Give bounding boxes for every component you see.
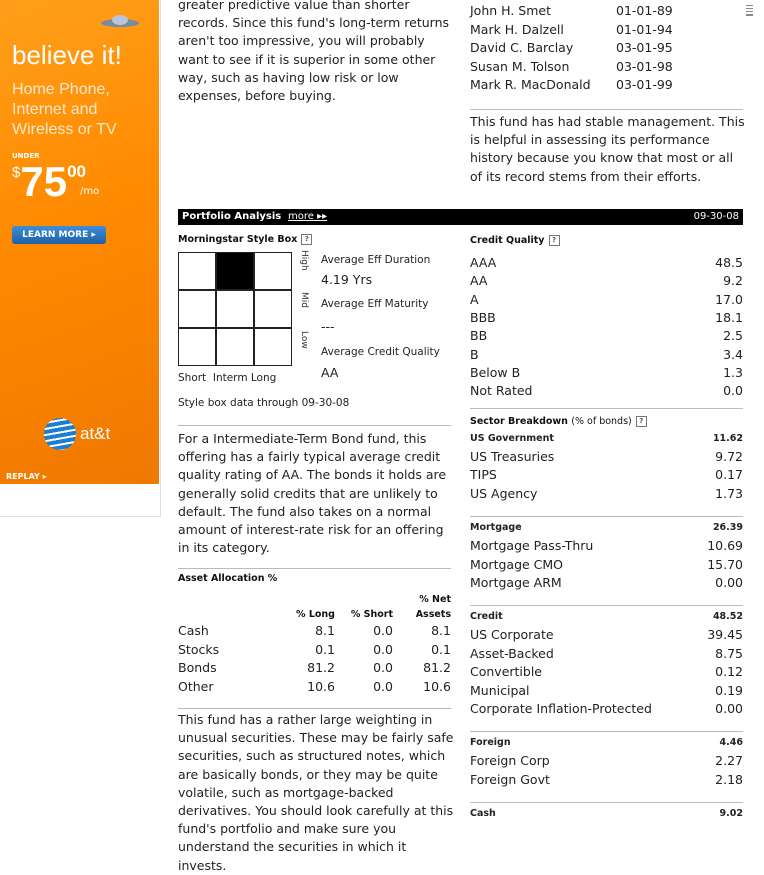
style-box-cell [254, 290, 292, 328]
more-link-label: more [288, 211, 314, 222]
style-box-cell [178, 290, 216, 328]
sector-item-row [470, 467, 743, 485]
asset-short: 0.0 [373, 678, 393, 694]
sector-breakdown-table [470, 433, 743, 820]
sector-title-text: Sector Breakdown [470, 416, 568, 427]
asset-long: 10.6 [307, 678, 335, 694]
credit-rating: BB [470, 328, 488, 344]
credit-quality-row [470, 383, 743, 401]
ad-price-dollar: $ [12, 164, 21, 181]
style-box-cell [216, 290, 254, 328]
sector-item-row [470, 701, 743, 719]
divider [470, 605, 743, 606]
asset-allocation-row [178, 679, 451, 697]
credit-value: 48.5 [715, 255, 743, 270]
portfolio-analysis-title: Portfolio Analysis [182, 211, 282, 222]
scrollbar-thumb[interactable] [746, 5, 753, 16]
asset-name: Stocks [178, 641, 220, 657]
credit-quality-row [470, 292, 743, 310]
sector-breakdown-title [470, 416, 647, 427]
help-icon[interactable]: ? [549, 235, 560, 246]
ad-under-label: UNDER [12, 152, 40, 160]
replay-label: REPLAY [6, 472, 40, 481]
style-box-cell [216, 252, 254, 290]
divider [470, 109, 743, 110]
style-box-cell [254, 328, 292, 366]
credit-quality-title [470, 235, 560, 246]
asset-short: 0.0 [373, 623, 393, 638]
portfolio-more-link[interactable] [288, 211, 327, 222]
style-box-horizontal-labels: Short Interm Long [178, 372, 277, 384]
avg-eff-duration-value: 4.19 Yrs [321, 272, 373, 287]
credit-quality-row [470, 328, 743, 346]
asset-net: 10.6 [423, 678, 451, 694]
divider [178, 568, 451, 569]
asset-long: 81.2 [307, 660, 335, 675]
sector-item-row [470, 557, 743, 575]
sector-item-value: 1.73 [715, 485, 743, 501]
credit-rating: BBB [470, 309, 496, 325]
sector-item-name: US Corporate [470, 627, 554, 643]
credit-quality-row [470, 310, 743, 328]
allocation-commentary: This fund has a rather large weighting in unusual securities. These may be fairly safe securities, such as structured notes, which are basically bonds, or they may be quite volatile, such as mortgage-backed derivatives. You should look carefully at this fund's portfolio and make sure you understand the securities in which it invests. [178, 712, 454, 873]
sector-item-row [470, 772, 743, 790]
help-icon[interactable]: ? [636, 416, 647, 427]
credit-value: 17.0 [715, 291, 743, 307]
help-icon[interactable]: ? [301, 234, 312, 245]
manager-name: David C. Barclay [470, 40, 574, 56]
sector-item-value: 10.69 [707, 538, 743, 554]
replay-button[interactable]: REPLAY ▸ [6, 472, 47, 481]
sector-group-name: Cash [470, 808, 496, 820]
credit-rating: AAA [470, 255, 497, 270]
att-globe-icon [44, 418, 76, 450]
asset-short: 0.0 [373, 641, 393, 657]
style-box-high-label: High [299, 250, 309, 271]
style-box-commentary: For a Intermediate-Term Bond fund, this offering has a fairly typical average credit quality rating of AA. The bonds it holds are generally solid credits that are unlikely to default. The fund also takes on a normal amount of interest-rate risk for an offering in its category. [178, 431, 447, 556]
credit-value: 2.5 [723, 328, 743, 344]
asset-long: 8.1 [315, 623, 335, 638]
col-short: % Short [350, 609, 393, 620]
ufo-icon [100, 14, 140, 28]
style-box-low-label: Low [299, 331, 309, 349]
sector-item-name: Convertible [470, 664, 542, 680]
sector-item-value: 8.75 [715, 645, 743, 661]
sector-item-name: Foreign Govt [470, 771, 550, 787]
asset-name: Other [178, 678, 214, 694]
credit-quality-row [470, 273, 743, 291]
asset-name: Cash [178, 623, 209, 638]
manager-start-date: 01-01-94 [616, 21, 673, 37]
sector-item-row [470, 627, 743, 645]
credit-quality-row [470, 365, 743, 383]
asset-allocation-table [178, 623, 451, 699]
asset-short: 0.0 [373, 660, 393, 675]
credit-value: 0.0 [723, 383, 743, 399]
sector-item-value: 2.18 [715, 771, 743, 787]
divider [470, 731, 743, 732]
att-advertisement[interactable] [0, 0, 159, 484]
asset-net: 0.1 [431, 641, 451, 657]
manager-start-date: 01-01-89 [616, 3, 673, 18]
sector-group-row [470, 808, 743, 826]
sector-item-name: Mortgage ARM [470, 575, 562, 590]
sector-item-value: 9.72 [715, 449, 743, 464]
sector-group-value: 48.52 [712, 611, 743, 623]
sector-group-value: 9.02 [719, 808, 743, 820]
asset-allocation-row [178, 660, 451, 678]
asset-net: 8.1 [431, 623, 451, 638]
style-box-cell [178, 328, 216, 366]
sector-item-value: 39.45 [707, 627, 743, 643]
sector-item-name: Asset-Backed [470, 645, 554, 661]
ad-price [12, 158, 86, 206]
ad-per-month: /mo [80, 186, 100, 197]
divider [470, 516, 743, 517]
sector-group-name: Mortgage [470, 522, 522, 534]
sector-title-suffix: (% of bonds) [571, 416, 632, 427]
asset-net: 81.2 [423, 660, 451, 675]
sector-item-value: 0.00 [715, 701, 743, 716]
avg-credit-quality-value: AA [321, 365, 339, 380]
style-box-grid [178, 252, 291, 367]
credit-rating: Not Rated [470, 383, 533, 399]
sector-group-value: 26.39 [712, 522, 743, 534]
style-box-title-text: Morningstar Style Box [178, 234, 298, 245]
credit-value: 3.4 [723, 346, 743, 362]
style-box-cell [216, 328, 254, 366]
sector-item-name: US Treasuries [470, 449, 555, 464]
style-box-cell [254, 252, 292, 290]
divider [178, 708, 451, 709]
sector-group-value: 11.62 [712, 433, 743, 444]
sector-item-row [470, 538, 743, 556]
sector-item-row [470, 449, 743, 467]
management-note: This fund has had stable management. This is helpful in assessing its performance history because you know that most or all of its record stems from their efforts. [470, 114, 745, 184]
ad-headline: believe it! [12, 40, 122, 70]
asset-name: Bonds [178, 660, 217, 675]
avg-credit-quality-label: Average Credit Quality [321, 346, 440, 358]
credit-rating: AA [470, 273, 488, 289]
sector-group-name: US Government [470, 433, 554, 444]
sector-item-name: Corporate Inflation-Protected [470, 701, 652, 716]
att-brand-logo: at&t [80, 424, 111, 443]
sector-item-row [470, 486, 743, 504]
sector-item-name: TIPS [470, 467, 497, 483]
double-chevron-icon: ▸▸ [317, 211, 328, 222]
style-box-title [178, 234, 312, 245]
credit-quality-row [470, 255, 743, 273]
asset-allocation-row [178, 623, 451, 641]
sector-item-value: 2.27 [715, 753, 743, 769]
divider [470, 802, 743, 803]
sector-item-row [470, 646, 743, 664]
col-long: % Long [296, 609, 335, 620]
credit-value: 9.2 [723, 273, 743, 289]
sector-item-value: 0.17 [715, 467, 743, 483]
credit-quality-title-text: Credit Quality [470, 235, 545, 246]
sector-group-name: Foreign [470, 737, 511, 749]
credit-value: 1.3 [723, 364, 743, 380]
sector-item-name: Municipal [470, 682, 530, 698]
portfolio-date: 09-30-08 [693, 211, 739, 222]
intro-paragraph: greater predictive value than shorter records. Since this fund's long-term returns aren't too impressive, you will probably want to see if it is superior in some other way, such as having low risk or low expenses, before buying. [178, 0, 450, 104]
credit-value: 18.1 [715, 309, 743, 325]
manager-start-date: 03-01-99 [616, 77, 673, 93]
credit-rating: B [470, 346, 479, 362]
sector-item-name: Mortgage CMO [470, 556, 564, 572]
sector-item-value: 0.00 [715, 575, 743, 590]
manager-name: Susan M. Tolson [470, 58, 570, 74]
learn-more-button[interactable]: LEARN MORE ▸ [12, 226, 106, 244]
style-box-data-through: Style box data through 09-30-08 [178, 397, 350, 409]
col-net-top: % Net [419, 594, 451, 605]
sector-item-name: Mortgage Pass-Thru [470, 538, 594, 554]
style-box-cell [178, 252, 216, 290]
advertisement-frame [0, 0, 161, 517]
asset-allocation-header [178, 594, 451, 624]
portfolio-analysis-bar [178, 209, 743, 225]
ad-subline: Home Phone, Internet and Wireless or TV [12, 81, 117, 138]
sector-item-name: Foreign Corp [470, 753, 550, 769]
credit-quality-row [470, 347, 743, 365]
sector-group-name: Credit [470, 611, 503, 623]
asset-long: 0.1 [315, 641, 335, 657]
sector-item-row [470, 575, 743, 593]
manager-name: Mark H. Dalzell [470, 21, 564, 37]
sector-item-row [470, 753, 743, 771]
sector-item-value: 0.12 [715, 664, 743, 680]
credit-quality-table [470, 255, 743, 401]
sector-item-row [470, 664, 743, 682]
style-box-mid-label: Mid [299, 292, 309, 308]
ad-price-int: 75 [20, 158, 68, 205]
avg-eff-duration-label: Average Eff Duration [321, 254, 431, 266]
manager-name: Mark R. MacDonald [470, 77, 591, 93]
col-net: Assets [415, 609, 451, 620]
avg-eff-maturity-label: Average Eff Maturity [321, 298, 429, 310]
manager-start-date: 03-01-95 [616, 40, 673, 56]
sector-item-value: 15.70 [707, 556, 743, 572]
sector-item-name: US Agency [470, 485, 538, 501]
asset-allocation-row [178, 642, 451, 660]
manager-name: John H. Smet [470, 3, 551, 18]
sector-group-value: 4.46 [719, 737, 743, 749]
divider [178, 425, 451, 426]
sector-item-value: 0.19 [715, 682, 743, 698]
manager-start-date: 03-01-98 [616, 58, 673, 74]
manager-list [470, 3, 673, 98]
divider [470, 408, 743, 409]
credit-rating: Below B [470, 364, 521, 380]
credit-rating: A [470, 291, 479, 307]
learn-more-label: LEARN MORE [22, 230, 89, 240]
sector-item-row [470, 683, 743, 701]
asset-allocation-title: Asset Allocation % [178, 573, 278, 584]
avg-eff-maturity-value: --- [321, 319, 335, 334]
ad-price-cents: 00 [67, 162, 86, 181]
